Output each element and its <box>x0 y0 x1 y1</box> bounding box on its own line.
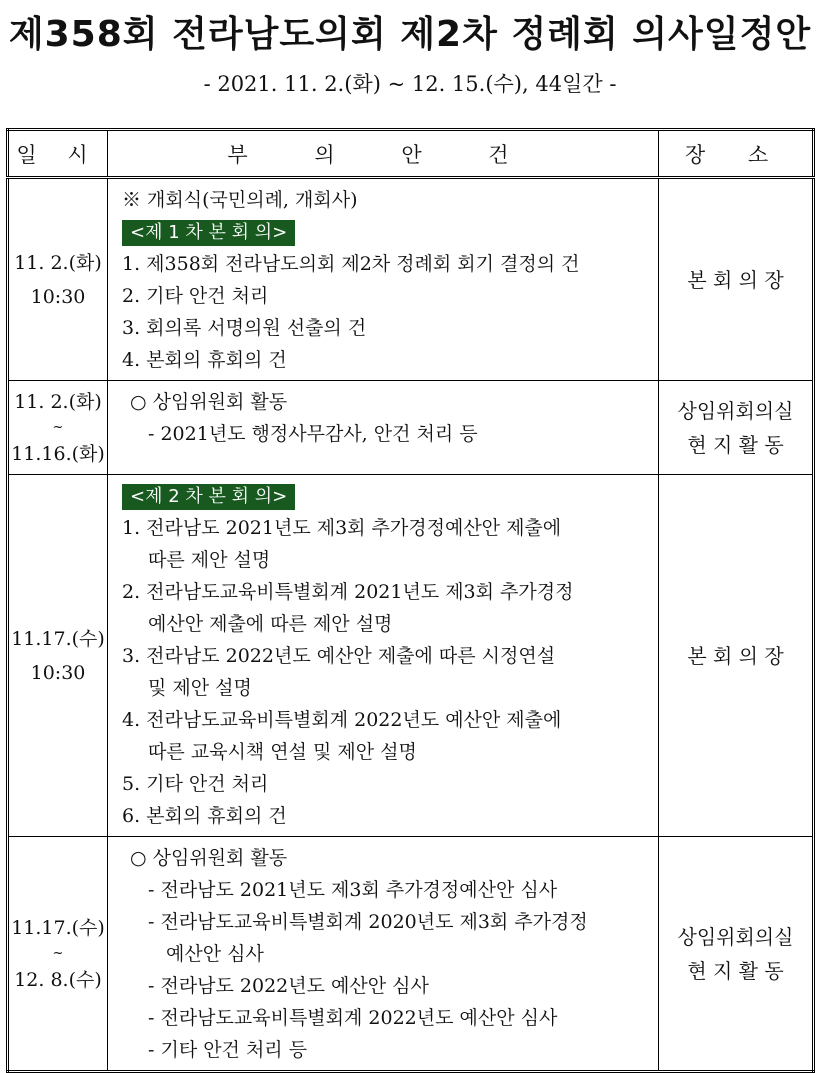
agenda-line <box>122 704 658 736</box>
session-label: <제 2 차 본 회 의> <box>122 484 295 510</box>
date-line: 11. 2.(화) <box>14 251 102 274</box>
place-line: 현 지 활 동 <box>687 958 784 983</box>
agenda-line <box>122 512 658 544</box>
agenda-line <box>122 248 658 280</box>
agenda-line <box>122 970 658 1002</box>
agenda-line <box>122 906 658 938</box>
agenda-line <box>122 1034 658 1066</box>
agenda-line <box>122 544 658 576</box>
date-line: ~ <box>52 419 64 435</box>
agenda-line <box>122 386 658 418</box>
place-cell <box>659 178 814 381</box>
agenda-line <box>122 800 658 832</box>
agenda-item: 따른 제안 설명 <box>148 549 271 571</box>
agenda-item: - 2021년도 행정사무감사, 안건 처리 등 <box>148 423 478 445</box>
date-line: 11. 2.(화) <box>14 390 102 413</box>
table-row <box>8 178 814 381</box>
date-cell <box>8 475 108 837</box>
date-line: 11.17.(수) <box>11 627 105 650</box>
place-line: 상임위회의실 <box>677 398 794 423</box>
agenda-item: 1. 제358회 전라남도의회 제2차 정례회 회기 결정의 건 <box>122 253 580 275</box>
agenda-item: - 전라남도 2021년도 제3회 추가경정예산안 심사 <box>148 879 558 901</box>
agenda-item: - 기타 안건 처리 등 <box>148 1039 308 1061</box>
agenda-cell <box>108 475 659 837</box>
agenda-line <box>122 344 658 376</box>
agenda-item: - 전라남도교육비특별회계 2020년도 제3회 추가경정 <box>148 911 588 933</box>
agenda-item: 및 제안 설명 <box>148 677 252 699</box>
agenda-item: 따른 교육시책 연설 및 제안 설명 <box>148 741 417 763</box>
date-line: 11.17.(수) <box>11 916 105 939</box>
header-agenda: 부 의 안 건 <box>108 130 659 178</box>
schedule-table <box>6 128 815 1073</box>
document-title: 제358회 전라남도의회 제2차 정례회 의사일정안 <box>8 14 812 55</box>
agenda-line <box>122 184 658 216</box>
date-line: 10:30 <box>30 285 86 308</box>
table-row <box>8 381 814 475</box>
date-line: 12. 8.(수) <box>14 968 102 991</box>
header-place: 장 소 <box>659 130 814 178</box>
table-row <box>8 837 814 1072</box>
agenda-line <box>122 608 658 640</box>
agenda-item: 3. 회의록 서명의원 선출의 건 <box>122 317 367 339</box>
agenda-line <box>122 938 658 970</box>
agenda-item: 5. 기타 안건 처리 <box>122 773 269 795</box>
agenda-item: 3. 전라남도 2022년도 예산안 제출에 따른 시정연설 <box>122 645 556 667</box>
agenda-item: 4. 본회의 휴회의 건 <box>122 349 287 371</box>
agenda-item: 6. 본회의 휴회의 건 <box>122 805 287 827</box>
place-line: 본 회 의 장 <box>687 643 784 668</box>
agenda-line <box>122 576 658 608</box>
agenda-item: ○ 상임위원회 활동 <box>130 847 288 869</box>
agenda-cell <box>108 381 659 475</box>
agenda-item: ○ 상임위원회 활동 <box>130 391 288 413</box>
place-cell <box>659 837 814 1072</box>
place-cell <box>659 475 814 837</box>
agenda-item: ※ 개회식(국민의례, 개회사) <box>122 189 358 211</box>
agenda-item: - 전라남도교육비특별회계 2022년도 예산안 심사 <box>148 1007 558 1029</box>
place-line: 현 지 활 동 <box>687 432 784 457</box>
agenda-item: 예산안 제출에 따른 제안 설명 <box>148 613 393 635</box>
table-header-row <box>8 130 814 178</box>
date-cell <box>8 837 108 1072</box>
date-cell <box>8 178 108 381</box>
session-label: <제 1 차 본 회 의> <box>122 220 295 246</box>
agenda-line <box>122 768 658 800</box>
agenda-item: 예산안 심사 <box>166 943 264 965</box>
agenda-line <box>122 672 658 704</box>
date-line: ~ <box>52 945 64 961</box>
agenda-item: 2. 전라남도교육비특별회계 2021년도 제3회 추가경정 <box>122 581 574 603</box>
agenda-line <box>122 280 658 312</box>
agenda-item: 1. 전라남도 2021년도 제3회 추가경정예산안 제출에 <box>122 517 562 539</box>
agenda-line <box>122 842 658 874</box>
agenda-item: 4. 전라남도교육비특별회계 2022년도 예산안 제출에 <box>122 709 562 731</box>
place-cell <box>659 381 814 475</box>
agenda-line <box>122 216 658 248</box>
date-line: 11.16.(화) <box>11 442 105 465</box>
agenda-item: - 전라남도 2022년도 예산안 심사 <box>148 975 429 997</box>
agenda-line <box>122 1002 658 1034</box>
agenda-line <box>122 312 658 344</box>
date-cell <box>8 381 108 475</box>
place-line: 상임위회의실 <box>677 924 794 949</box>
agenda-cell <box>108 837 659 1072</box>
place-line: 본 회 의 장 <box>687 267 784 292</box>
header-datetime: 일 시 <box>8 130 108 178</box>
agenda-line <box>122 736 658 768</box>
date-line: 10:30 <box>30 661 86 684</box>
agenda-line <box>122 640 658 672</box>
agenda-cell <box>108 178 659 381</box>
table-row <box>8 475 814 837</box>
agenda-line <box>122 874 658 906</box>
agenda-item: 2. 기타 안건 처리 <box>122 285 269 307</box>
session-period: - 2021. 11. 2.(화) ~ 12. 15.(수), 44일간 - <box>203 72 617 96</box>
agenda-line <box>122 418 658 450</box>
agenda-line <box>122 480 658 512</box>
